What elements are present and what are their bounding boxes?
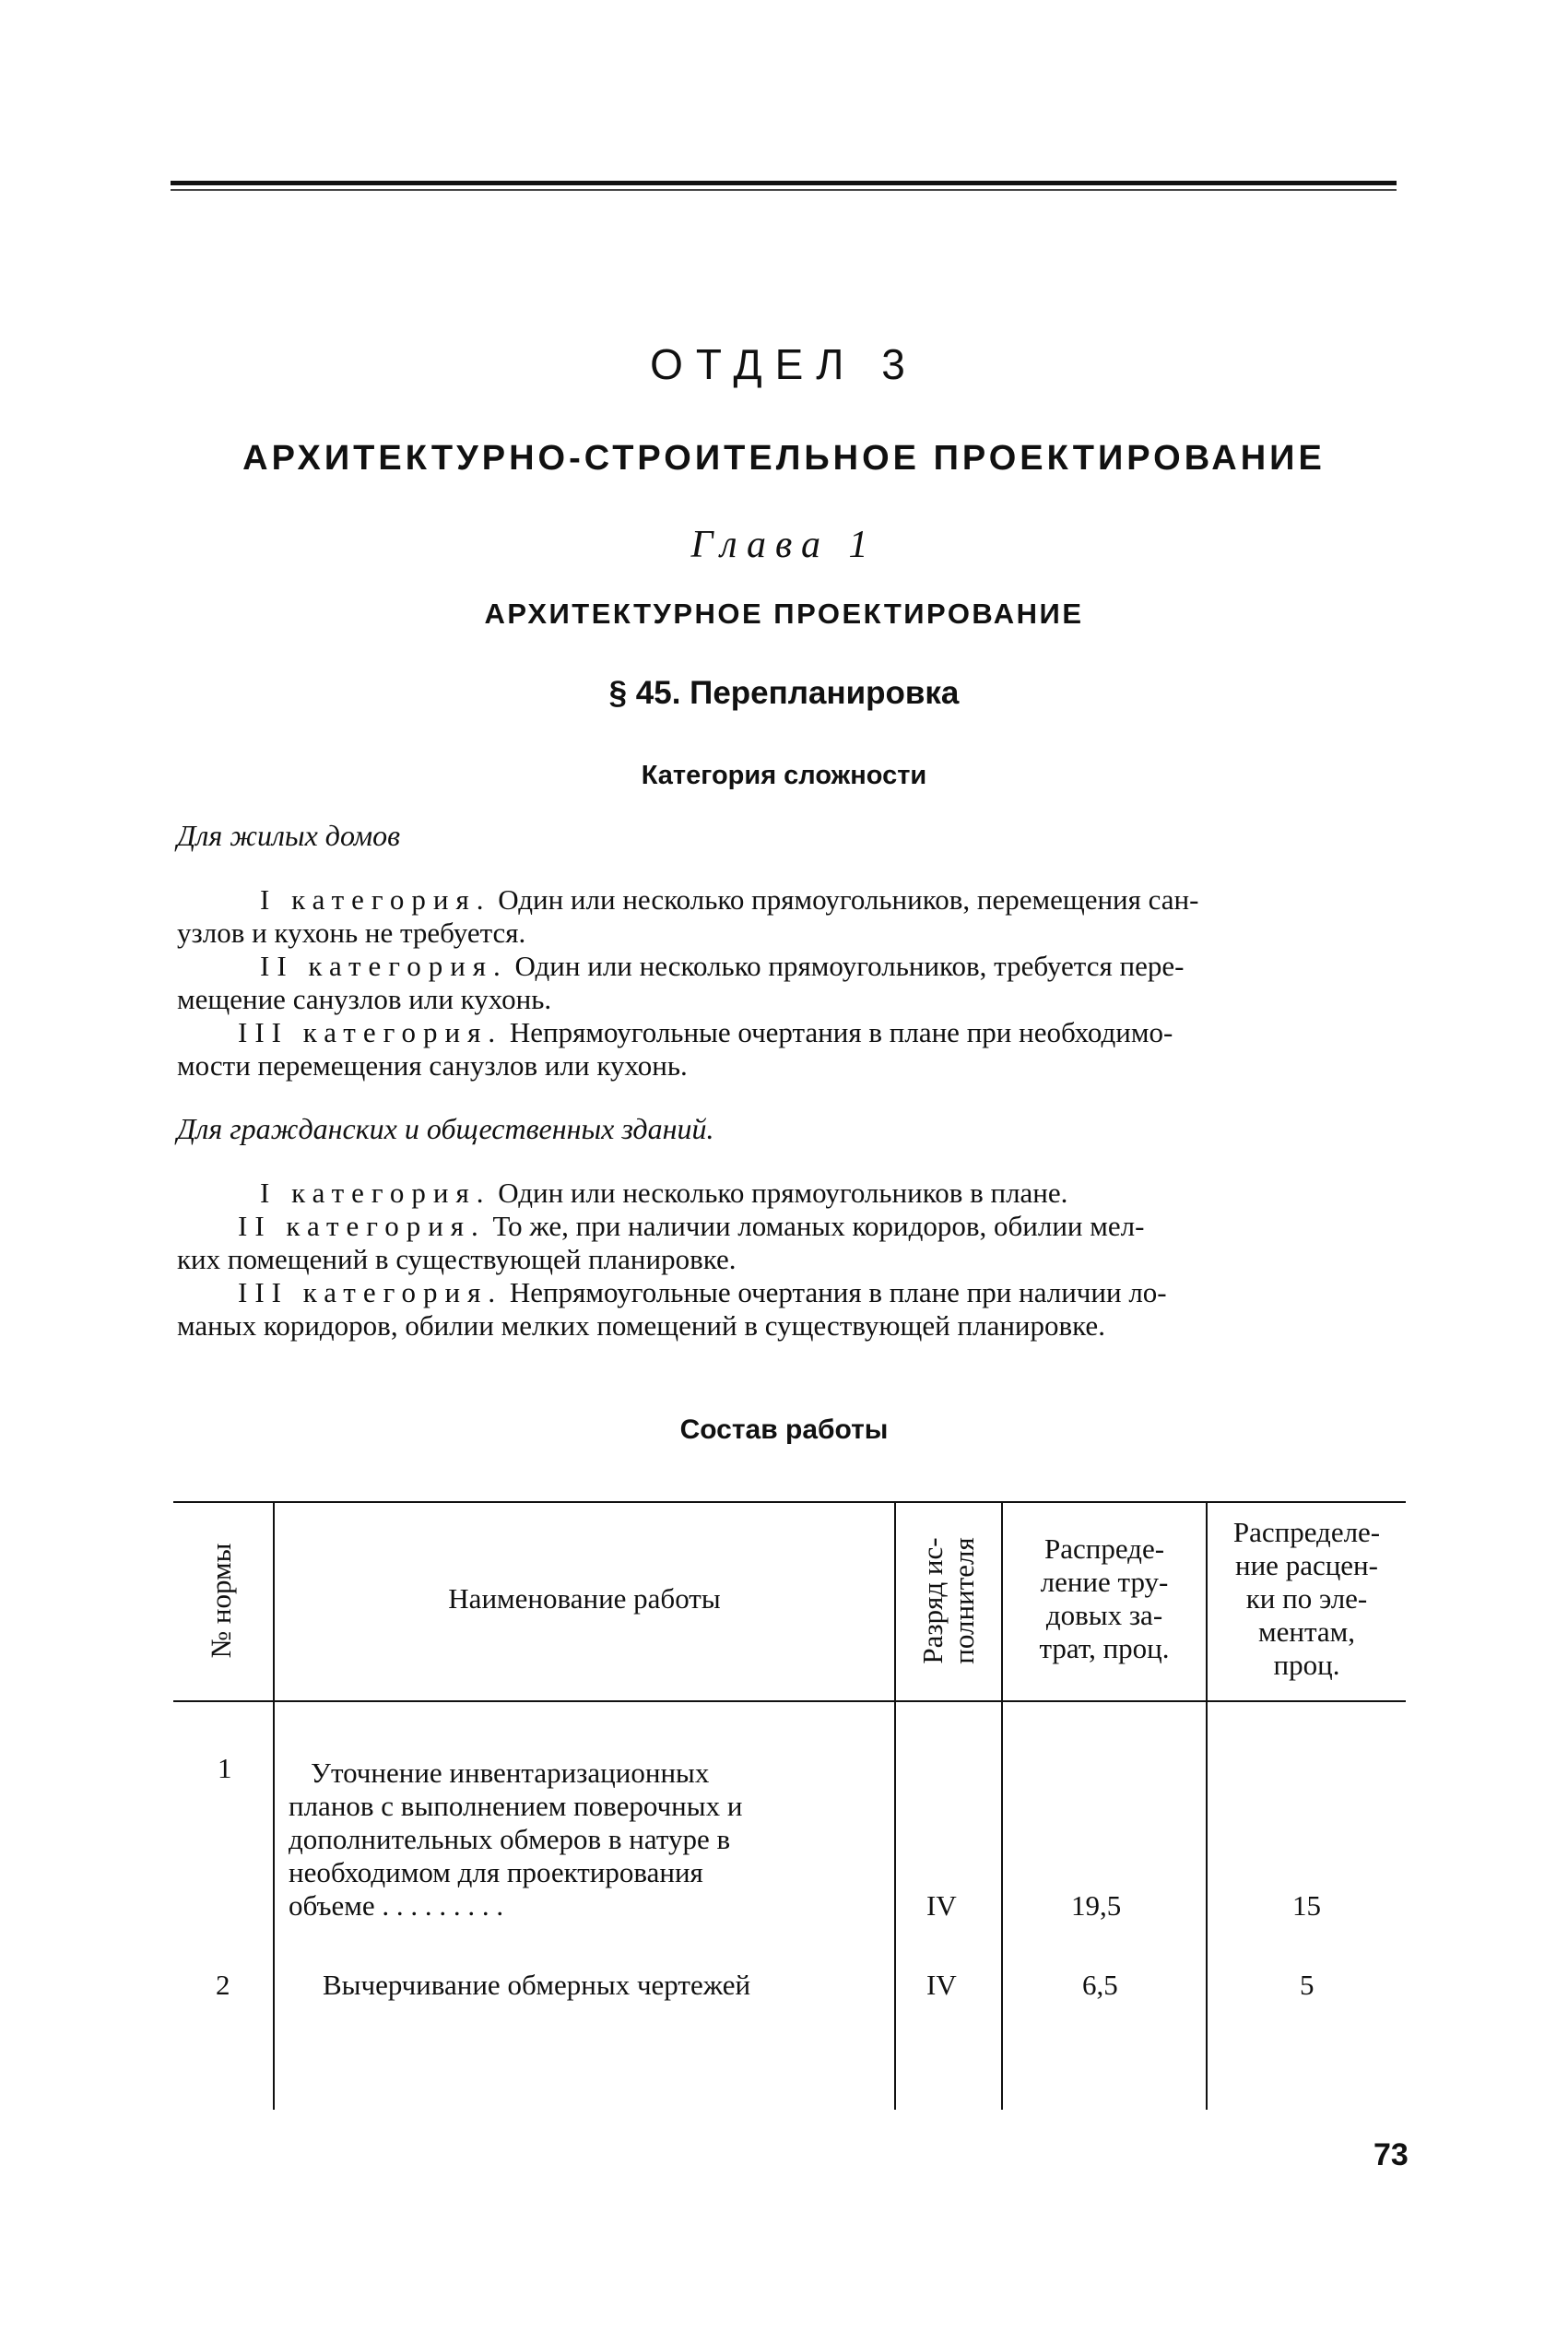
public-cat1-line1 <box>260 1177 1067 1210</box>
public-heading: Для гражданских и общественных зданий. <box>177 1112 714 1145</box>
work-heading: Состав работы <box>679 1414 889 1445</box>
chapter-label: Глава 1 <box>690 524 878 566</box>
row2-num: 2 <box>216 1969 230 2001</box>
top-rule <box>171 181 1397 185</box>
row1-num: 1 <box>218 1752 232 1784</box>
col-header-pricing-line: проц. <box>1273 1649 1340 1681</box>
residential-cat2-line2: мещение санузлов или кухонь. <box>177 983 552 1015</box>
col-header-pricing <box>1208 1516 1406 1682</box>
category-label: I категория. <box>260 883 491 916</box>
row1-grade: IV <box>926 1889 957 1922</box>
public-cat3-line2: маных коридоров, обилии мелких помещений в существующей планировке. <box>177 1309 1105 1342</box>
residential-cat3-line1 <box>238 1016 1173 1049</box>
col-header-labor-line: довых за- <box>1045 1599 1163 1631</box>
col-header-grade-line: Разряд ис- <box>916 1537 949 1664</box>
category-text: Один или несколько прямоугольников в плане. <box>498 1177 1068 1209</box>
table-header-border <box>173 1700 1406 1702</box>
col-header-name: Наименование работы <box>448 1582 721 1615</box>
col-header-grade-line: полнителя <box>948 1537 980 1664</box>
row1-name-line: планов с выполнением поверочных и <box>289 1790 743 1822</box>
col-header-grade <box>917 1513 982 1688</box>
section-title: ОТДЕЛ 3 <box>650 340 918 388</box>
category-label: I категория. <box>260 1177 491 1209</box>
row1-name-line: необходимом для проектирования <box>289 1856 703 1888</box>
col-header-pricing-line: ментам, <box>1257 1615 1356 1648</box>
category-text: Один или несколько прямоугольников, требуется пере- <box>514 950 1185 982</box>
row1-name <box>289 1757 742 1923</box>
residential-cat3-line2: мости перемещения санузлов или кухонь. <box>177 1049 688 1082</box>
top-rule-thin <box>171 189 1397 191</box>
public-cat3-line1 <box>238 1276 1167 1309</box>
col-header-labor-line: трат, проц. <box>1039 1632 1170 1664</box>
col-header-labor <box>1003 1532 1206 1665</box>
chapter-title: АРХИТЕКТУРНОЕ ПРОЕКТИРОВАНИЕ <box>484 598 1084 630</box>
department-title: АРХИТЕКТУРНО-СТРОИТЕЛЬНОЕ ПРОЕКТИРОВАНИЕ <box>242 439 1326 478</box>
category-heading: Категория сложности <box>641 761 927 790</box>
category-label: III категория. <box>238 1016 503 1048</box>
residential-cat1-line1 <box>260 883 1198 917</box>
residential-heading: Для жилых домов <box>177 819 401 852</box>
public-cat2-line2: ких помещений в существующей планировке. <box>177 1243 737 1275</box>
col-header-pricing-line: Распределе- <box>1232 1516 1381 1548</box>
category-label: II категория. <box>260 950 508 982</box>
category-text: Непрямоугольные очертания в плане при наличии ло- <box>509 1276 1167 1308</box>
row1-pricing: 15 <box>1292 1889 1321 1922</box>
paragraph-title: § 45. Перепланировка <box>608 675 960 711</box>
col-header-pricing-line: ки по эле- <box>1245 1582 1368 1615</box>
row2-pricing: 5 <box>1300 1969 1315 2001</box>
work-table <box>173 1501 1406 2110</box>
table-top-border <box>173 1501 1406 1503</box>
row1-name-line: объеме . . . . . . . . . <box>289 1889 504 1922</box>
row1-labor: 19,5 <box>1071 1889 1122 1922</box>
category-text: Один или несколько прямоугольников, перемещения сан- <box>498 883 1199 916</box>
category-label: II категория. <box>238 1210 486 1242</box>
residential-cat1-line2: узлов и кухонь не требуется. <box>177 917 526 949</box>
col-header-num: № нормы <box>205 1543 237 1659</box>
residential-cat2-line1 <box>260 950 1184 983</box>
category-label: III категория. <box>238 1276 503 1308</box>
row2-grade: IV <box>926 1969 957 2001</box>
col-header-labor-line: Распреде- <box>1043 1532 1165 1565</box>
page-number: 73 <box>1373 2137 1409 2172</box>
category-text: Непрямоугольные очертания в плане при необходимо- <box>509 1016 1173 1048</box>
row2-name: Вычерчивание обмерных чертежей <box>323 1969 751 2001</box>
row2-labor: 6,5 <box>1082 1969 1118 2001</box>
col-header-pricing-line: ние расцен- <box>1235 1549 1378 1581</box>
row1-name-line: Уточнение инвентаризационных <box>311 1757 710 1789</box>
row1-name-line: дополнительных обмеров в натуре в <box>289 1823 731 1855</box>
col-divider <box>894 1501 896 2110</box>
public-cat2-line1 <box>238 1210 1144 1243</box>
category-text: То же, при наличии ломаных коридоров, обилии мел- <box>492 1210 1145 1242</box>
col-header-labor-line: ление тру- <box>1040 1566 1169 1598</box>
